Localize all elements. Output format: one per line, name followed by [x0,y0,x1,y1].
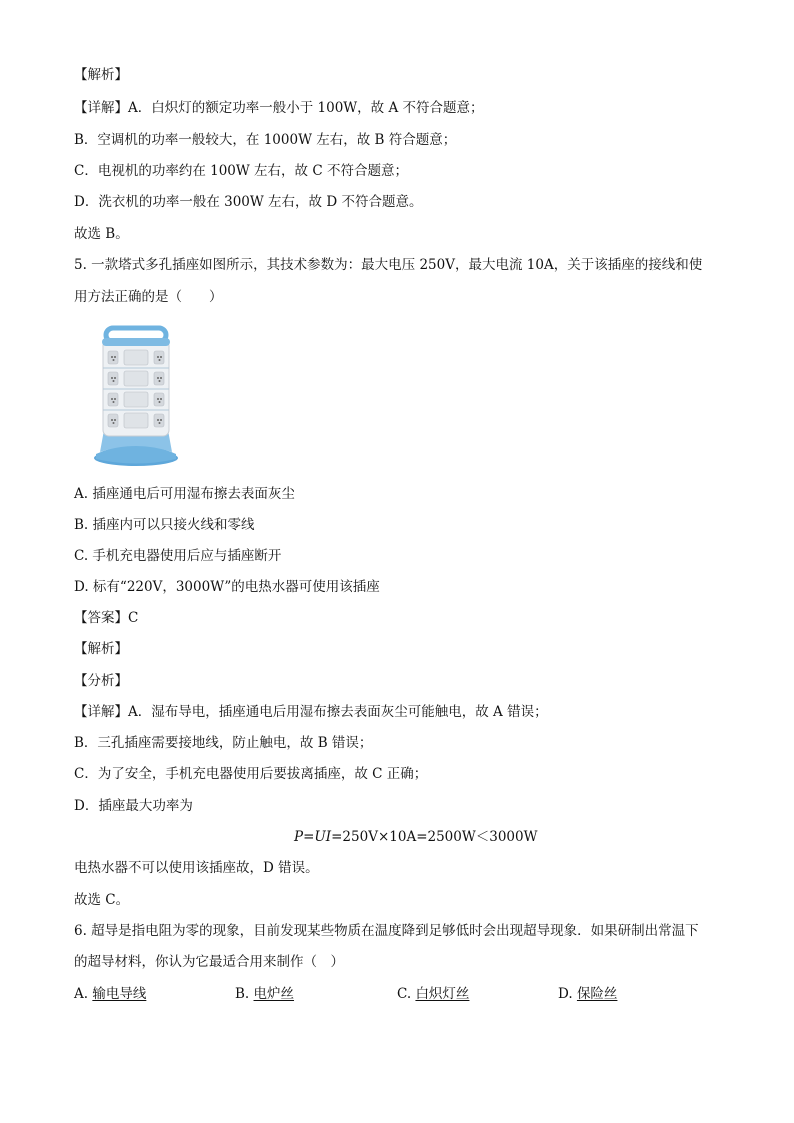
detail-a-1: 【详解】A．白炽灯的额定功率一般小于 100W，故 A 不符合题意； [74,100,484,116]
formula-rest: =250V×10A=2500W＜3000W [331,829,538,845]
q6-option-a-text: 输电导线 [92,986,147,1002]
q5-option-d: D. 标有“220V，3000W”的电热水器可使用该插座 [74,579,380,595]
q5-stem-line2: 用方法正确的是（ ） [74,289,223,305]
q5-detail-a: 【详解】A．湿布导电，插座通电后用湿布擦去表面灰尘可能触电，故 A 错误； [74,704,548,720]
q6-option-d-text: 保险丝 [576,986,618,1002]
jiexi-label-1: 【解析】 [74,67,128,83]
q5-detail-c: C．为了安全，手机充电器使用后要拔离插座，故 C 正确； [74,766,428,782]
q6-option-c [397,985,469,1003]
q5-jiexi-label: 【解析】 [74,641,128,657]
conclusion-1: 故选 B。 [74,226,129,242]
power-formula [294,828,537,846]
q5-detail-d2: 电热水器不可以使用该插座故，D 错误。 [74,860,319,876]
formula-eq1: = [303,829,315,845]
q5-detail-d: D．插座最大功率为 [74,798,193,814]
q6-option-c-text: 白炽灯丝 [415,986,470,1002]
q5-option-c: C. 手机充电器使用后应与插座断开 [74,548,282,564]
q6-stem-line1: 6. 超导是指电阻为零的现象，目前发现某些物质在温度降到足够低时会出现超导现象．如果研制出常温下 [74,923,699,939]
q5-conclusion: 故选 C。 [74,892,130,908]
q6-option-b-prefix: B. [235,986,254,1002]
detail-b-1: B．空调机的功率一般较大，在 1000W 左右，故 B 符合题意； [74,132,457,148]
q5-option-a: A. 插座通电后可用湿布擦去表面灰尘 [74,486,295,502]
q6-option-b-text: 电炉丝 [253,986,295,1002]
q5-stem-line1: 5. 一款塔式多孔插座如图所示，其技术参数为：最大电压 250V，最大电流 10A，关于该插座的接线和使 [74,257,703,273]
q6-option-a-prefix: A. [74,986,93,1002]
detail-c-1: C．电视机的功率约在 100W 左右，故 C 不符合题意； [74,163,408,179]
q6-option-b [235,985,294,1003]
q5-option-b: B. 插座内可以只接火线和零线 [74,517,255,533]
q5-fenxi-label: 【分析】 [74,673,128,689]
q6-option-d [558,985,617,1003]
detail-d-1: D．洗衣机的功率一般在 300W 左右，故 D 不符合题意。 [74,194,423,210]
q6-option-d-prefix: D. [558,986,577,1002]
tower-socket-image [86,318,186,470]
q6-option-a [74,985,146,1003]
q5-answer: 【答案】C [74,610,139,626]
formula-ui: UI [314,829,332,845]
formula-p: P [294,829,304,845]
q6-option-c-prefix: C. [397,986,416,1002]
q5-detail-b: B．三孔插座需要接地线，防止触电，故 B 错误； [74,735,373,751]
q6-stem-line2: 的超导材料，你认为它最适合用来制作（ ） [74,954,344,970]
